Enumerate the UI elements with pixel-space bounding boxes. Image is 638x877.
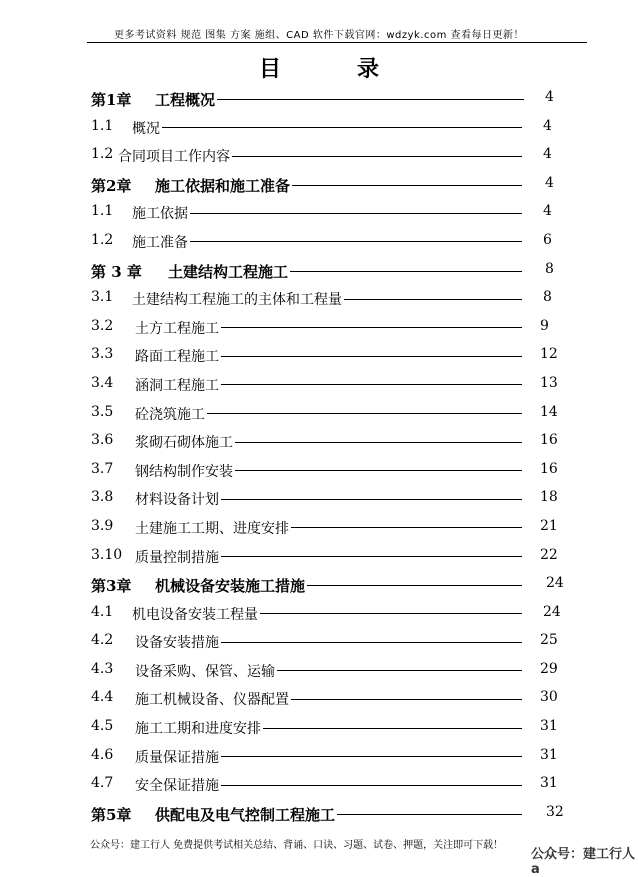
- toc-page-number: 31: [540, 746, 558, 763]
- toc-row[interactable]: [0, 141, 638, 170]
- toc-row[interactable]: [0, 770, 638, 799]
- toc-title: 施工工期和进度安排: [135, 721, 261, 738]
- toc-number: 3.2: [91, 317, 114, 334]
- toc-row[interactable]: [0, 656, 638, 685]
- toc-row[interactable]: [0, 542, 638, 571]
- toc-chapter-row[interactable]: [0, 170, 638, 199]
- toc-title: 施工依据: [132, 206, 188, 223]
- toc-row[interactable]: [0, 742, 638, 771]
- toc-number: 4.3: [91, 660, 114, 677]
- toc-title: 安全保证措施: [135, 778, 219, 795]
- toc-row[interactable]: [0, 113, 638, 142]
- toc-title: 砼浇筑施工: [135, 406, 205, 423]
- toc-page-number: 8: [543, 289, 552, 306]
- toc-title: 土建施工工期、进度安排: [135, 520, 289, 537]
- toc-title: 钢结构制作安装: [135, 463, 233, 480]
- toc-leader-line: [190, 241, 522, 242]
- toc-number: 3.9: [91, 517, 114, 534]
- toc-page-number: 12: [540, 346, 558, 363]
- toc-label: [132, 203, 522, 223]
- toc-row[interactable]: [0, 627, 638, 656]
- toc-leader-line: [337, 814, 522, 815]
- toc-row[interactable]: [0, 427, 638, 456]
- toc-row[interactable]: [0, 713, 638, 742]
- toc-row[interactable]: [0, 313, 638, 342]
- toc-page-number: 14: [540, 403, 558, 420]
- toc-page-number: 4: [543, 117, 552, 134]
- toc-title: 土建结构工程施工: [168, 262, 289, 281]
- toc-title: 工程概况: [155, 91, 216, 109]
- toc-leader-line: [221, 327, 522, 328]
- toc-number: 1.2: [91, 231, 114, 248]
- toc-title: 施工准备: [132, 234, 188, 251]
- toc-label: [132, 604, 522, 624]
- toc-label: [155, 804, 522, 825]
- toc-number: 4.4: [91, 689, 114, 706]
- toc-label: [168, 261, 522, 282]
- toc-page-number: 4: [543, 146, 552, 163]
- toc-page-number: 22: [540, 546, 558, 563]
- toc-leader-line: [221, 642, 522, 643]
- toc-title: 概况: [132, 120, 160, 137]
- toc-label: [135, 747, 522, 767]
- toc-number: 1.2: [91, 146, 114, 163]
- toc-label: [135, 661, 522, 681]
- toc-label: [135, 547, 522, 567]
- toc-label: [135, 489, 522, 509]
- toc-number: 1.1: [91, 203, 114, 220]
- toc-number: 4.5: [91, 718, 114, 735]
- toc-label: [135, 375, 522, 395]
- toc-row[interactable]: [0, 341, 638, 370]
- toc-title: 机电设备安装工程量: [132, 606, 258, 623]
- toc-label: [135, 632, 522, 652]
- toc-label: [135, 689, 522, 709]
- toc-chapter-row[interactable]: [0, 84, 638, 113]
- toc-title: 浆砌石砌体施工: [135, 435, 233, 452]
- toc-number: 第1章: [91, 91, 132, 109]
- toc-page-number: 32: [546, 803, 564, 820]
- toc-number: 3.10: [91, 546, 123, 563]
- toc-number: 3.1: [91, 289, 114, 306]
- toc-title: 设备采购、保管、运输: [135, 663, 275, 680]
- toc-number: 第5章: [91, 805, 132, 824]
- title-char-1: 目: [258, 56, 281, 82]
- table-of-contents: [0, 84, 638, 827]
- toc-row[interactable]: [0, 284, 638, 313]
- toc-number: 3.8: [91, 489, 114, 506]
- toc-number: 3.7: [91, 460, 114, 477]
- toc-leader-line: [292, 185, 522, 186]
- toc-page-number: 8: [545, 260, 554, 277]
- toc-page-number: 24: [543, 603, 561, 620]
- toc-row[interactable]: [0, 370, 638, 399]
- toc-row[interactable]: [0, 456, 638, 485]
- site-header: 更多考试资料 规范 图集 方案 施组、CAD 软件下载官网：wdzyk.com 查看每日更新！: [113, 30, 525, 41]
- toc-label: [135, 518, 522, 538]
- toc-row[interactable]: [0, 484, 638, 513]
- toc-label: [135, 775, 522, 795]
- toc-leader-line: [263, 728, 522, 729]
- toc-label: [155, 575, 522, 596]
- header-rule: [87, 42, 587, 43]
- toc-label: [155, 175, 522, 196]
- toc-title: 土方工程施工: [135, 320, 219, 337]
- toc-page-number: 31: [540, 775, 558, 792]
- toc-number: 第3章: [91, 577, 132, 596]
- toc-label: [135, 318, 522, 338]
- toc-leader-line: [217, 99, 524, 100]
- toc-row[interactable]: [0, 227, 638, 256]
- toc-leader-line: [221, 356, 522, 357]
- toc-page-number: 16: [540, 460, 558, 477]
- toc-number: 4.1: [91, 603, 114, 620]
- toc-title: 设备安装措施: [135, 635, 219, 652]
- toc-row[interactable]: [0, 684, 638, 713]
- toc-page-number: 31: [540, 718, 558, 735]
- toc-label: [132, 289, 522, 309]
- toc-leader-line: [344, 299, 522, 300]
- toc-title: 施工依据和施工准备: [155, 176, 291, 195]
- toc-number: 4.7: [91, 775, 114, 792]
- toc-chapter-row[interactable]: [0, 570, 638, 599]
- toc-page-number: 24: [546, 575, 564, 592]
- toc-page-number: 30: [540, 689, 558, 706]
- toc-row[interactable]: [0, 513, 638, 542]
- toc-label: [135, 346, 522, 366]
- toc-title: 机械设备安装施工措施: [155, 577, 306, 596]
- toc-number: 3.3: [91, 346, 114, 363]
- toc-title: 路面工程施工: [135, 349, 219, 366]
- toc-label: [135, 432, 522, 452]
- toc-row[interactable]: [0, 599, 638, 628]
- toc-row[interactable]: [0, 198, 638, 227]
- toc-leader-line: [290, 271, 522, 272]
- toc-label: [118, 146, 522, 166]
- toc-page-number: 16: [540, 432, 558, 449]
- toc-number: 4.6: [91, 746, 114, 763]
- page-title: [0, 52, 638, 83]
- toc-label: [135, 461, 522, 481]
- toc-leader-line: [162, 127, 522, 128]
- toc-chapter-row[interactable]: [0, 799, 638, 828]
- toc-title: 施工机械设备、仪器配置: [135, 692, 289, 709]
- toc-page-number: 13: [540, 374, 558, 391]
- title-char-2: 录: [357, 56, 380, 82]
- toc-leader-line: [221, 756, 522, 757]
- toc-leader-line: [277, 670, 522, 671]
- toc-leader-line: [207, 413, 522, 414]
- toc-number: 3.4: [91, 374, 114, 391]
- toc-page-number: 29: [540, 660, 558, 677]
- toc-leader-line: [260, 613, 522, 614]
- toc-title: 质量保证措施: [135, 749, 219, 766]
- toc-page-number: 4: [545, 89, 554, 105]
- toc-leader-line: [307, 585, 522, 586]
- toc-leader-line: [221, 384, 522, 385]
- toc-title: 合同项目工作内容: [118, 149, 230, 166]
- toc-number: 3.5: [91, 403, 114, 420]
- footer-note: 公众号：建工行人 免费提供考试相关总结、背诵、口诀、习题、试卷、押题，关注即可下载！: [90, 840, 504, 851]
- toc-page-number: 4: [545, 174, 554, 191]
- toc-leader-line: [235, 442, 522, 443]
- toc-leader-line: [221, 556, 522, 557]
- toc-number: 3.6: [91, 432, 114, 449]
- toc-title: 供配电及电气控制工程施工: [155, 805, 336, 824]
- toc-number: 第 3 章: [91, 262, 142, 281]
- watermark: 公众号：建工行人a: [531, 847, 636, 877]
- toc-page-number: 18: [540, 489, 558, 506]
- toc-row[interactable]: [0, 399, 638, 428]
- toc-title: 土建结构工程施工的主体和工程量: [132, 292, 342, 309]
- toc-leader-line: [291, 527, 522, 528]
- toc-page-number: 6: [543, 231, 552, 248]
- toc-leader-line: [291, 699, 522, 700]
- toc-label: [135, 718, 522, 738]
- toc-label: [132, 118, 522, 138]
- toc-leader-line: [232, 156, 522, 157]
- toc-label: [155, 89, 524, 110]
- toc-page-number: 9: [540, 317, 549, 334]
- toc-number: 4.2: [91, 632, 114, 649]
- toc-label: [135, 404, 522, 424]
- toc-page-number: 21: [540, 517, 558, 534]
- toc-leader-line: [221, 499, 522, 500]
- toc-chapter-row[interactable]: [0, 256, 638, 285]
- toc-leader-line: [221, 785, 522, 786]
- toc-title: 涵洞工程施工: [135, 377, 219, 394]
- toc-title: 质量控制措施: [135, 549, 219, 566]
- toc-label: [132, 232, 522, 252]
- toc-number: 1.1: [91, 117, 114, 134]
- toc-page-number: 25: [540, 632, 558, 649]
- toc-leader-line: [235, 470, 522, 471]
- toc-page-number: 4: [543, 203, 552, 220]
- toc-title: 材料设备计划: [135, 492, 219, 509]
- toc-leader-line: [190, 213, 522, 214]
- toc-number: 第2章: [91, 176, 132, 195]
